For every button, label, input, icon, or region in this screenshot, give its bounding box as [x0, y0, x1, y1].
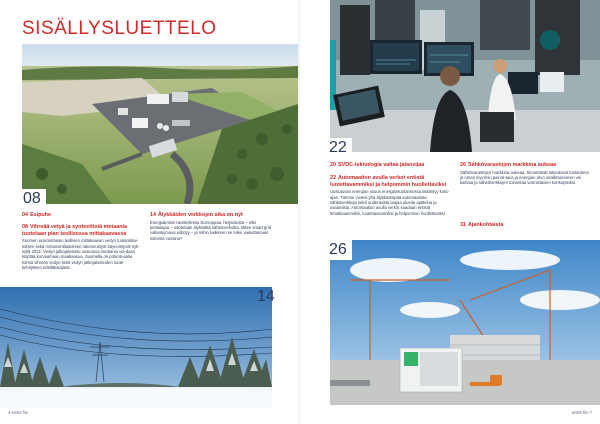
toc-item-title: Ajankohtaista — [468, 222, 504, 228]
toc-item-number: 14 — [150, 212, 156, 218]
toc-item[interactable] — [150, 212, 274, 241]
toc-item-number: 31 — [460, 222, 466, 228]
aerial-plant-image — [22, 44, 298, 204]
snowy-power-line-image — [0, 287, 272, 408]
toc-item-number: 04 — [22, 212, 28, 218]
toc-item-title: Älykkäiden verkkojen aika on nyt — [158, 212, 243, 218]
page-title: SISÄLLYSLUETTELO — [22, 18, 217, 39]
toc-item-summary: Uusiutuvan energian osuus energiantuotannossa lisääntyy koko ajan. Tämme vuoksi yhä älykkäämpää automaatiota sähköverkkoja sekä uudenlaista laajaa alueita ajattelua ja osaamista. Automaation avulla verkot saadaan entistä tehokkaammiksi, luotettavammiksi ja helpommin huollettaviksi. — [330, 189, 449, 216]
toc-item-title: Esipuhe — [30, 212, 51, 218]
page-number-22: 22 — [326, 138, 352, 158]
toc-item-title: SVDC-teknologia valtaa jalansijaa — [338, 162, 425, 168]
page-number-14: 14 — [257, 288, 275, 305]
toc-item[interactable] — [330, 162, 454, 169]
page-number-26: 26 — [326, 240, 352, 260]
toc-item-number: 20 — [330, 162, 336, 168]
construction-site-image — [330, 240, 600, 405]
toc-item[interactable] — [22, 224, 144, 271]
toc-item[interactable] — [460, 162, 590, 186]
toc-item[interactable] — [330, 175, 454, 216]
page-number-08: 08 — [20, 189, 46, 209]
toc-item-title: Sähkövarastojen markkina aukeaa — [468, 162, 557, 168]
toc-item-summary: Sähkövarastojen markkina aukeaa. Sinnettävät tukeutuvat tuotantoon ja oman myynnin painot-tava ja energian arvo osallistumiseen voi kasvaa ja sähköverkkojen toimintaa varmistavien konsepteiksi. — [460, 169, 589, 186]
toc-item-title: Vihreää vetyä ja synteettistä metaania tuotetaan pian teollisessa mittakaavassa — [22, 224, 127, 237]
folio-left: 4 ensto fiin — [8, 410, 29, 415]
toc-item-number: 08 — [22, 224, 28, 230]
folio-right: ensto fiin 7 — [571, 410, 592, 415]
toc-item-summary: Energiakriisin ravistellessa Eurooppaa, herjaotusta – ellei pelastajaa – odotetaan älykkäiltä sähköverkoilta. Miten smart grid vallankumous edistyy – ja mihin kaikkeen se tulee vaikuttamaan tulevina vuosina? — [150, 219, 272, 241]
toc-item-number: 26 — [460, 162, 466, 168]
toc-item[interactable] — [22, 212, 142, 219]
toc-item-number: 22 — [330, 175, 336, 181]
control-room-image — [330, 0, 600, 152]
toc-item-title: Automaation avulla verkot entistä luotettavammiksi ja helpommin huollettaviksi — [330, 175, 447, 188]
toc-item[interactable] — [460, 222, 590, 229]
toc-item-summary: Suomen ensimmäisen teollisen mittakaavan vedyn tuotantolai-toksen sekä metanointilaitoksen rakennustyöt käynnistyvät syk-syllä 2022. Vedyn jatkojalostetu uusiutuva metaania voi-daan käyttää korvaamaan maakaasua. Suomella on potenti-aalia toimia vihreän vedyn sekä vedyn jatkojalosteiden tuote-kehityksen edelläkävijänä. — [22, 238, 140, 271]
